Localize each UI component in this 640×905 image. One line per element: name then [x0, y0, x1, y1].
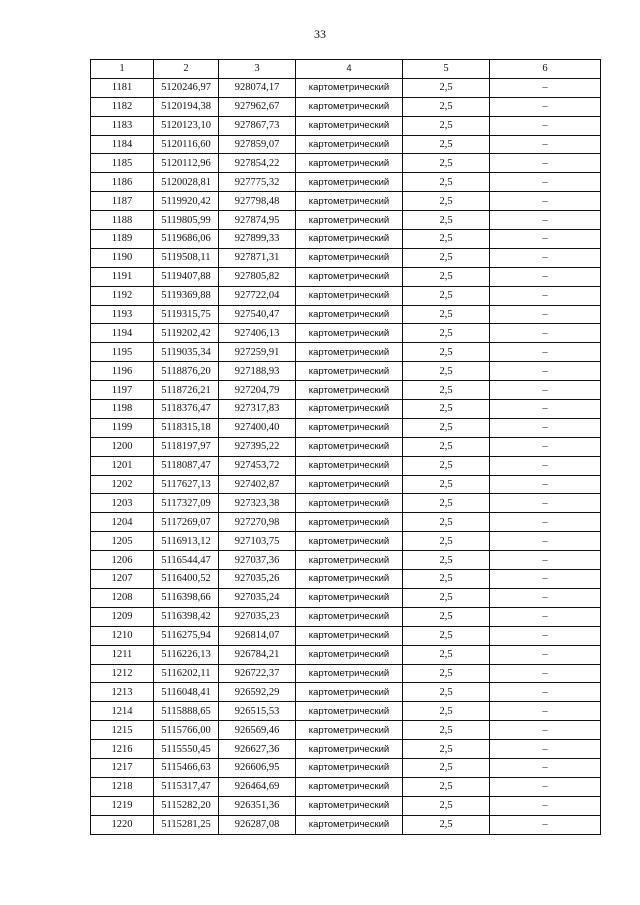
- table-row: [91, 588, 601, 607]
- point-number-cell: 1213: [91, 683, 154, 702]
- point-number-cell: 1194: [91, 324, 154, 343]
- note-cell: –: [490, 551, 601, 570]
- accuracy-cell: 2,5: [403, 154, 490, 173]
- note-cell: –: [490, 588, 601, 607]
- method-cell: картометрический: [296, 494, 403, 513]
- method-cell: картометрический: [296, 456, 403, 475]
- y-coordinate-cell: 926814,07: [219, 626, 296, 645]
- y-coordinate-cell: 926569,46: [219, 721, 296, 740]
- column-header-4: 4: [296, 60, 403, 79]
- point-number-cell: 1187: [91, 192, 154, 211]
- method-cell: картометрический: [296, 381, 403, 400]
- point-number-cell: 1186: [91, 173, 154, 192]
- table-row: [91, 721, 601, 740]
- note-cell: –: [490, 626, 601, 645]
- x-coordinate-cell: 5116400,52: [154, 570, 219, 589]
- y-coordinate-cell: 927103,75: [219, 532, 296, 551]
- y-coordinate-cell: 926722,37: [219, 664, 296, 683]
- accuracy-cell: 2,5: [403, 513, 490, 532]
- accuracy-cell: 2,5: [403, 607, 490, 626]
- x-coordinate-cell: 5115281,25: [154, 815, 219, 834]
- point-number-cell: 1181: [91, 78, 154, 97]
- y-coordinate-cell: 927406,13: [219, 324, 296, 343]
- method-cell: картометрический: [296, 154, 403, 173]
- method-cell: картометрический: [296, 400, 403, 419]
- y-coordinate-cell: 927188,93: [219, 362, 296, 381]
- accuracy-cell: 2,5: [403, 532, 490, 551]
- y-coordinate-cell: 927962,67: [219, 97, 296, 116]
- x-coordinate-cell: 5118087,47: [154, 456, 219, 475]
- y-coordinate-cell: 927798,48: [219, 192, 296, 211]
- table-row: [91, 758, 601, 777]
- note-cell: –: [490, 475, 601, 494]
- y-coordinate-cell: 927453,72: [219, 456, 296, 475]
- x-coordinate-cell: 5120194,38: [154, 97, 219, 116]
- note-cell: –: [490, 381, 601, 400]
- table-row: [91, 362, 601, 381]
- table-row: [91, 116, 601, 135]
- table-row: [91, 192, 601, 211]
- x-coordinate-cell: 5120112,96: [154, 154, 219, 173]
- method-cell: картометрический: [296, 248, 403, 267]
- y-coordinate-cell: 927204,79: [219, 381, 296, 400]
- method-cell: картометрический: [296, 721, 403, 740]
- x-coordinate-cell: 5116048,41: [154, 683, 219, 702]
- x-coordinate-cell: 5118197,97: [154, 437, 219, 456]
- table-row: [91, 796, 601, 815]
- x-coordinate-cell: 5120123,10: [154, 116, 219, 135]
- note-cell: –: [490, 116, 601, 135]
- accuracy-cell: 2,5: [403, 78, 490, 97]
- column-header-2: 2: [154, 60, 219, 79]
- x-coordinate-cell: 5120246,97: [154, 78, 219, 97]
- x-coordinate-cell: 5120028,81: [154, 173, 219, 192]
- y-coordinate-cell: 926515,53: [219, 702, 296, 721]
- table-row: [91, 230, 601, 249]
- point-number-cell: 1197: [91, 381, 154, 400]
- table-row: [91, 740, 601, 759]
- method-cell: картометрический: [296, 626, 403, 645]
- point-number-cell: 1199: [91, 418, 154, 437]
- note-cell: –: [490, 248, 601, 267]
- note-cell: –: [490, 437, 601, 456]
- method-cell: картометрический: [296, 475, 403, 494]
- table-row: [91, 645, 601, 664]
- table-row: [91, 211, 601, 230]
- point-number-cell: 1193: [91, 305, 154, 324]
- accuracy-cell: 2,5: [403, 815, 490, 834]
- point-number-cell: 1198: [91, 400, 154, 419]
- method-cell: картометрический: [296, 532, 403, 551]
- method-cell: картометрический: [296, 607, 403, 626]
- x-coordinate-cell: 5117327,09: [154, 494, 219, 513]
- column-header-3: 3: [219, 60, 296, 79]
- table-row: [91, 702, 601, 721]
- note-cell: –: [490, 400, 601, 419]
- x-coordinate-cell: 5119369,88: [154, 286, 219, 305]
- page-number: 33: [314, 27, 326, 41]
- accuracy-cell: 2,5: [403, 286, 490, 305]
- y-coordinate-cell: 927037,36: [219, 551, 296, 570]
- method-cell: картометрический: [296, 97, 403, 116]
- point-number-cell: 1201: [91, 456, 154, 475]
- y-coordinate-cell: 927871,31: [219, 248, 296, 267]
- x-coordinate-cell: 5116398,42: [154, 607, 219, 626]
- table-row: [91, 456, 601, 475]
- note-cell: –: [490, 418, 601, 437]
- point-number-cell: 1214: [91, 702, 154, 721]
- method-cell: картометрический: [296, 702, 403, 721]
- x-coordinate-cell: 5116202,11: [154, 664, 219, 683]
- table-row: [91, 513, 601, 532]
- table-row: [91, 154, 601, 173]
- accuracy-cell: 2,5: [403, 777, 490, 796]
- point-number-cell: 1209: [91, 607, 154, 626]
- point-number-cell: 1216: [91, 740, 154, 759]
- accuracy-cell: 2,5: [403, 305, 490, 324]
- accuracy-cell: 2,5: [403, 796, 490, 815]
- x-coordinate-cell: 5117269,07: [154, 513, 219, 532]
- accuracy-cell: 2,5: [403, 211, 490, 230]
- accuracy-cell: 2,5: [403, 702, 490, 721]
- y-coordinate-cell: 927402,87: [219, 475, 296, 494]
- table-row: [91, 418, 601, 437]
- y-coordinate-cell: 927035,23: [219, 607, 296, 626]
- note-cell: –: [490, 740, 601, 759]
- x-coordinate-cell: 5117627,13: [154, 475, 219, 494]
- x-coordinate-cell: 5115766,00: [154, 721, 219, 740]
- table-row: [91, 494, 601, 513]
- note-cell: –: [490, 777, 601, 796]
- note-cell: –: [490, 135, 601, 154]
- y-coordinate-cell: 926464,69: [219, 777, 296, 796]
- y-coordinate-cell: 927323,38: [219, 494, 296, 513]
- method-cell: картометрический: [296, 664, 403, 683]
- method-cell: картометрический: [296, 324, 403, 343]
- x-coordinate-cell: 5119407,88: [154, 267, 219, 286]
- method-cell: картометрический: [296, 570, 403, 589]
- point-number-cell: 1205: [91, 532, 154, 551]
- method-cell: картометрический: [296, 211, 403, 230]
- table-row: [91, 97, 601, 116]
- method-cell: картометрический: [296, 437, 403, 456]
- table-row: [91, 305, 601, 324]
- method-cell: картометрический: [296, 230, 403, 249]
- x-coordinate-cell: 5118315,18: [154, 418, 219, 437]
- note-cell: –: [490, 758, 601, 777]
- method-cell: картометрический: [296, 286, 403, 305]
- note-cell: –: [490, 286, 601, 305]
- y-coordinate-cell: 927859,07: [219, 135, 296, 154]
- x-coordinate-cell: 5119202,42: [154, 324, 219, 343]
- accuracy-cell: 2,5: [403, 381, 490, 400]
- accuracy-cell: 2,5: [403, 494, 490, 513]
- table-row: [91, 683, 601, 702]
- method-cell: картометрический: [296, 173, 403, 192]
- point-number-cell: 1212: [91, 664, 154, 683]
- table-row: [91, 78, 601, 97]
- table-row: [91, 173, 601, 192]
- y-coordinate-cell: 927035,24: [219, 588, 296, 607]
- accuracy-cell: 2,5: [403, 740, 490, 759]
- method-cell: картометрический: [296, 796, 403, 815]
- x-coordinate-cell: 5119508,11: [154, 248, 219, 267]
- y-coordinate-cell: 927540,47: [219, 305, 296, 324]
- y-coordinate-cell: 926627,36: [219, 740, 296, 759]
- table-row: [91, 248, 601, 267]
- x-coordinate-cell: 5115550,45: [154, 740, 219, 759]
- point-number-cell: 1207: [91, 570, 154, 589]
- accuracy-cell: 2,5: [403, 475, 490, 494]
- point-number-cell: 1192: [91, 286, 154, 305]
- y-coordinate-cell: 927395,22: [219, 437, 296, 456]
- accuracy-cell: 2,5: [403, 570, 490, 589]
- method-cell: картометрический: [296, 362, 403, 381]
- y-coordinate-cell: 927874,95: [219, 211, 296, 230]
- note-cell: –: [490, 645, 601, 664]
- y-coordinate-cell: 926592,29: [219, 683, 296, 702]
- note-cell: –: [490, 607, 601, 626]
- table-row: [91, 815, 601, 834]
- note-cell: –: [490, 664, 601, 683]
- note-cell: –: [490, 702, 601, 721]
- x-coordinate-cell: 5119805,99: [154, 211, 219, 230]
- note-cell: –: [490, 815, 601, 834]
- note-cell: –: [490, 513, 601, 532]
- note-cell: –: [490, 324, 601, 343]
- accuracy-cell: 2,5: [403, 400, 490, 419]
- accuracy-cell: 2,5: [403, 588, 490, 607]
- method-cell: картометрический: [296, 815, 403, 834]
- y-coordinate-cell: 927317,83: [219, 400, 296, 419]
- point-number-cell: 1211: [91, 645, 154, 664]
- method-cell: картометрический: [296, 513, 403, 532]
- note-cell: –: [490, 532, 601, 551]
- accuracy-cell: 2,5: [403, 267, 490, 286]
- accuracy-cell: 2,5: [403, 418, 490, 437]
- note-cell: –: [490, 796, 601, 815]
- note-cell: –: [490, 362, 601, 381]
- table-row: [91, 343, 601, 362]
- accuracy-cell: 2,5: [403, 173, 490, 192]
- table-row: [91, 475, 601, 494]
- table-row: [91, 777, 601, 796]
- y-coordinate-cell: 927867,73: [219, 116, 296, 135]
- y-coordinate-cell: 927400,40: [219, 418, 296, 437]
- method-cell: картометрический: [296, 777, 403, 796]
- y-coordinate-cell: 927270,98: [219, 513, 296, 532]
- y-coordinate-cell: 927775,32: [219, 173, 296, 192]
- table-row: [91, 551, 601, 570]
- point-number-cell: 1183: [91, 116, 154, 135]
- x-coordinate-cell: 5116275,94: [154, 626, 219, 645]
- column-header-6: 6: [490, 60, 601, 79]
- method-cell: картометрический: [296, 645, 403, 664]
- table-row: [91, 324, 601, 343]
- x-coordinate-cell: 5115888,65: [154, 702, 219, 721]
- note-cell: –: [490, 230, 601, 249]
- accuracy-cell: 2,5: [403, 551, 490, 570]
- note-cell: –: [490, 683, 601, 702]
- point-number-cell: 1210: [91, 626, 154, 645]
- x-coordinate-cell: 5115317,47: [154, 777, 219, 796]
- point-number-cell: 1219: [91, 796, 154, 815]
- point-number-cell: 1191: [91, 267, 154, 286]
- point-number-cell: 1184: [91, 135, 154, 154]
- point-number-cell: 1188: [91, 211, 154, 230]
- point-number-cell: 1208: [91, 588, 154, 607]
- y-coordinate-cell: 926287,08: [219, 815, 296, 834]
- point-number-cell: 1202: [91, 475, 154, 494]
- method-cell: картометрический: [296, 78, 403, 97]
- y-coordinate-cell: 927722,04: [219, 286, 296, 305]
- accuracy-cell: 2,5: [403, 192, 490, 211]
- table-header-row: [91, 60, 601, 79]
- point-number-cell: 1196: [91, 362, 154, 381]
- y-coordinate-cell: 927805,82: [219, 267, 296, 286]
- x-coordinate-cell: 5116398,66: [154, 588, 219, 607]
- table-body: [91, 78, 601, 834]
- note-cell: –: [490, 267, 601, 286]
- x-coordinate-cell: 5116226,13: [154, 645, 219, 664]
- y-coordinate-cell: 927854,22: [219, 154, 296, 173]
- table-row: [91, 286, 601, 305]
- method-cell: картометрический: [296, 267, 403, 286]
- table-row: [91, 664, 601, 683]
- table-row: [91, 135, 601, 154]
- method-cell: картометрический: [296, 418, 403, 437]
- method-cell: картометрический: [296, 192, 403, 211]
- note-cell: –: [490, 192, 601, 211]
- y-coordinate-cell: 927899,33: [219, 230, 296, 249]
- accuracy-cell: 2,5: [403, 456, 490, 475]
- accuracy-cell: 2,5: [403, 248, 490, 267]
- x-coordinate-cell: 5118876,20: [154, 362, 219, 381]
- x-coordinate-cell: 5118376,47: [154, 400, 219, 419]
- method-cell: картометрический: [296, 588, 403, 607]
- accuracy-cell: 2,5: [403, 362, 490, 381]
- table-row: [91, 400, 601, 419]
- accuracy-cell: 2,5: [403, 758, 490, 777]
- method-cell: картометрический: [296, 135, 403, 154]
- table-row: [91, 267, 601, 286]
- y-coordinate-cell: 926606,95: [219, 758, 296, 777]
- note-cell: –: [490, 494, 601, 513]
- accuracy-cell: 2,5: [403, 97, 490, 116]
- note-cell: –: [490, 343, 601, 362]
- point-number-cell: 1220: [91, 815, 154, 834]
- x-coordinate-cell: 5116913,12: [154, 532, 219, 551]
- method-cell: картометрический: [296, 116, 403, 135]
- point-number-cell: 1182: [91, 97, 154, 116]
- accuracy-cell: 2,5: [403, 721, 490, 740]
- method-cell: картометрический: [296, 305, 403, 324]
- point-number-cell: 1190: [91, 248, 154, 267]
- x-coordinate-cell: 5120116,60: [154, 135, 219, 154]
- point-number-cell: 1217: [91, 758, 154, 777]
- y-coordinate-cell: 928074,17: [219, 78, 296, 97]
- x-coordinate-cell: 5115282,20: [154, 796, 219, 815]
- table-row: [91, 437, 601, 456]
- method-cell: картометрический: [296, 758, 403, 777]
- note-cell: –: [490, 78, 601, 97]
- note-cell: –: [490, 456, 601, 475]
- note-cell: –: [490, 97, 601, 116]
- column-header-5: 5: [403, 60, 490, 79]
- note-cell: –: [490, 721, 601, 740]
- point-number-cell: 1200: [91, 437, 154, 456]
- note-cell: –: [490, 173, 601, 192]
- note-cell: –: [490, 211, 601, 230]
- x-coordinate-cell: 5119035,34: [154, 343, 219, 362]
- method-cell: картометрический: [296, 551, 403, 570]
- x-coordinate-cell: 5119920,42: [154, 192, 219, 211]
- accuracy-cell: 2,5: [403, 230, 490, 249]
- accuracy-cell: 2,5: [403, 683, 490, 702]
- accuracy-cell: 2,5: [403, 437, 490, 456]
- x-coordinate-cell: 5116544,47: [154, 551, 219, 570]
- table-row: [91, 570, 601, 589]
- point-number-cell: 1204: [91, 513, 154, 532]
- point-number-cell: 1195: [91, 343, 154, 362]
- method-cell: картометрический: [296, 343, 403, 362]
- table-row: [91, 381, 601, 400]
- method-cell: картометрический: [296, 683, 403, 702]
- accuracy-cell: 2,5: [403, 645, 490, 664]
- column-header-1: 1: [91, 60, 154, 79]
- point-number-cell: 1206: [91, 551, 154, 570]
- y-coordinate-cell: 926351,36: [219, 796, 296, 815]
- x-coordinate-cell: 5119686,06: [154, 230, 219, 249]
- method-cell: картометрический: [296, 740, 403, 759]
- accuracy-cell: 2,5: [403, 135, 490, 154]
- point-number-cell: 1215: [91, 721, 154, 740]
- accuracy-cell: 2,5: [403, 116, 490, 135]
- y-coordinate-cell: 927035,26: [219, 570, 296, 589]
- point-number-cell: 1189: [91, 230, 154, 249]
- note-cell: –: [490, 154, 601, 173]
- x-coordinate-cell: 5118726,21: [154, 381, 219, 400]
- note-cell: –: [490, 570, 601, 589]
- table-row: [91, 607, 601, 626]
- accuracy-cell: 2,5: [403, 626, 490, 645]
- table-row: [91, 532, 601, 551]
- point-number-cell: 1203: [91, 494, 154, 513]
- coordinates-table: [90, 59, 601, 835]
- x-coordinate-cell: 5119315,75: [154, 305, 219, 324]
- accuracy-cell: 2,5: [403, 343, 490, 362]
- table-row: [91, 626, 601, 645]
- point-number-cell: 1185: [91, 154, 154, 173]
- y-coordinate-cell: 926784,21: [219, 645, 296, 664]
- note-cell: –: [490, 305, 601, 324]
- accuracy-cell: 2,5: [403, 324, 490, 343]
- accuracy-cell: 2,5: [403, 664, 490, 683]
- point-number-cell: 1218: [91, 777, 154, 796]
- x-coordinate-cell: 5115466,63: [154, 758, 219, 777]
- y-coordinate-cell: 927259,91: [219, 343, 296, 362]
